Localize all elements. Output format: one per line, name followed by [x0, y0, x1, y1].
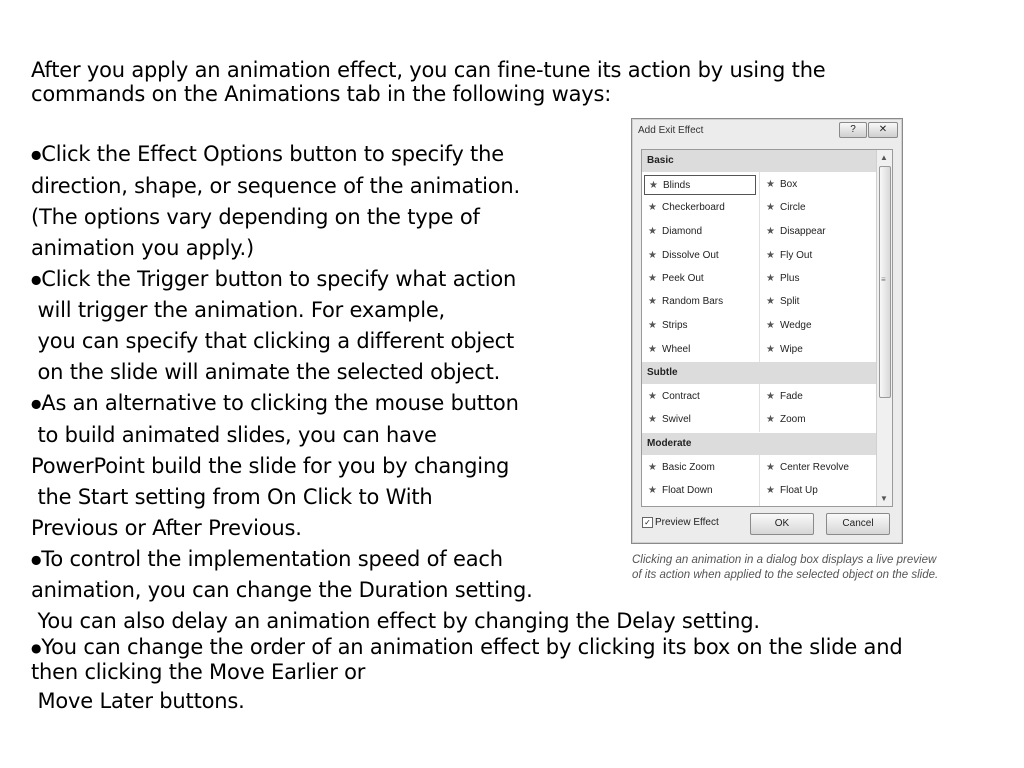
effect-checkerboard[interactable]: ★ Checkerboard	[644, 198, 756, 218]
effect-star-icon: ★	[766, 202, 775, 213]
column-divider	[759, 455, 760, 506]
effect-star-icon: ★	[766, 320, 775, 331]
close-button[interactable]: ✕	[868, 122, 898, 138]
effect-split[interactable]: ★ Split	[762, 292, 874, 312]
bullet-item-alternative: ●As an alternative to clicking the mouse button	[31, 391, 519, 415]
effect-peek-out[interactable]: ★ Peek Out	[644, 269, 756, 289]
cancel-button[interactable]: Cancel	[826, 513, 890, 535]
body-line: PowerPoint build the slide for you by changing	[31, 453, 510, 478]
body-line: animation, you can change the Duration setting.	[31, 578, 533, 602]
checkbox-icon[interactable]: ✓	[642, 517, 653, 528]
effect-star-icon: ★	[648, 462, 657, 473]
vertical-scrollbar[interactable]	[876, 150, 892, 506]
final-line: Move Later buttons.	[31, 689, 245, 713]
effect-star-icon: ★	[649, 180, 658, 191]
effect-star-icon: ★	[766, 485, 775, 496]
ok-button[interactable]: OK	[750, 513, 814, 535]
effect-random-bars[interactable]: ★ Random Bars	[644, 292, 756, 312]
column-divider	[759, 384, 760, 432]
body-line: will trigger the animation. For example,	[31, 298, 446, 322]
bullet-icon: ●	[31, 552, 42, 566]
preview-label: Preview Effect	[655, 517, 719, 529]
caption-line: of its action when applied to the selected object on the slide.	[632, 569, 939, 581]
effect-blinds[interactable]: ★ Blinds	[644, 175, 756, 195]
body-line: (The options vary depending on the type of	[31, 204, 480, 229]
body-line: the Start setting from On Click to With	[31, 484, 433, 509]
effect-star-icon: ★	[766, 344, 775, 355]
body-line: You can also delay an animation effect by changing the Delay setting.	[31, 609, 760, 633]
effect-wheel[interactable]: ★ Wheel	[644, 340, 756, 360]
effect-disappear[interactable]: ★ Disappear	[762, 222, 874, 242]
bullet-icon: ●	[31, 272, 42, 286]
effect-star-icon: ★	[766, 414, 775, 425]
effect-star-icon: ★	[766, 250, 775, 261]
bullet-icon: ●	[31, 641, 42, 655]
intro-line: commands on the Animations tab in the following ways:	[31, 82, 612, 106]
body-line: animation you apply.)	[31, 235, 254, 260]
scroll-down-icon[interactable]: ▼	[880, 494, 888, 503]
effect-star-icon: ★	[648, 226, 657, 237]
effect-float-up[interactable]: ★ Float Up	[762, 481, 874, 501]
bullet-icon: ●	[31, 147, 42, 162]
bullet-item-effect-options: ●Click the Effect Options button to specify the	[31, 142, 504, 166]
caption-line: Clicking an animation in a dialog box displays a live preview	[632, 554, 937, 566]
effect-star-icon: ★	[766, 462, 775, 473]
intro-paragraph	[31, 58, 826, 106]
effect-diamond[interactable]: ★ Diamond	[644, 222, 756, 242]
body-line: then clicking the Move Earlier or	[31, 660, 366, 684]
body-line: direction, shape, or sequence of the animation.	[31, 173, 521, 198]
effect-list[interactable]	[641, 149, 893, 507]
bullet-item-order: ●You can change the order of an animation effect by clicking its box on the slide and then clicking the Move Earlier or	[31, 635, 903, 684]
effect-swivel[interactable]: ★ Swivel	[644, 410, 756, 430]
intro-line: After you apply an animation effect, you can fine-tune its action by using the	[31, 58, 826, 82]
effect-circle[interactable]: ★ Circle	[762, 198, 874, 218]
effect-star-icon: ★	[648, 391, 657, 402]
effect-plus[interactable]: ★ Plus	[762, 269, 874, 289]
dialog-title: Add Exit Effect	[638, 125, 704, 136]
effect-star-icon: ★	[648, 320, 657, 331]
effect-contract[interactable]: ★ Contract	[644, 387, 756, 407]
grip-icon: ≡	[881, 275, 886, 284]
body-line: you can specify that clicking a different object	[31, 329, 515, 353]
effect-star-icon: ★	[766, 273, 775, 284]
effect-star-icon: ★	[648, 250, 657, 261]
effect-dissolve-out[interactable]: ★ Dissolve Out	[644, 246, 756, 266]
scroll-up-icon[interactable]: ▲	[880, 153, 888, 162]
effect-star-icon: ★	[766, 179, 775, 190]
effect-fade[interactable]: ★ Fade	[762, 387, 874, 407]
effect-star-icon: ★	[648, 344, 657, 355]
bullet-icon: ●	[31, 396, 42, 411]
column-divider	[759, 172, 760, 364]
help-button[interactable]: ?	[839, 122, 867, 138]
body-line: Previous or After Previous.	[31, 515, 302, 540]
figure-caption	[632, 553, 992, 583]
effect-star-icon: ★	[648, 485, 657, 496]
body-line: on the slide will animate the selected object.	[31, 360, 501, 384]
effect-star-icon: ★	[766, 391, 775, 402]
bullet-item-trigger: ●Click the Trigger button to specify what action	[31, 266, 517, 291]
bullet-item-speed: ●To control the implementation speed of each	[31, 546, 503, 571]
effect-star-icon: ★	[648, 414, 657, 425]
category-basic: Basic	[642, 150, 876, 172]
category-moderate: Moderate	[642, 433, 876, 455]
effect-star-icon: ★	[648, 202, 657, 213]
effect-fly-out[interactable]: ★ Fly Out	[762, 246, 874, 266]
scroll-thumb[interactable]	[879, 166, 891, 398]
effect-star-icon: ★	[766, 226, 775, 237]
preview-effect-checkbox[interactable]	[642, 517, 719, 528]
effect-zoom[interactable]: ★ Zoom	[762, 410, 874, 430]
effect-wedge[interactable]: ★ Wedge	[762, 316, 874, 336]
effect-float-down[interactable]: ★ Float Down	[644, 481, 756, 501]
add-exit-effect-dialog	[631, 118, 903, 544]
body-line: to build animated slides, you can have	[31, 422, 437, 447]
effect-box[interactable]: ★ Box	[762, 175, 874, 195]
category-subtle: Subtle	[642, 362, 876, 384]
effect-basic-zoom[interactable]: ★ Basic Zoom	[644, 458, 756, 478]
effect-star-icon: ★	[648, 273, 657, 284]
effect-strips[interactable]: ★ Strips	[644, 316, 756, 336]
effect-center-revolve[interactable]: ★ Center Revolve	[762, 458, 874, 478]
effect-star-icon: ★	[766, 296, 775, 307]
effect-star-icon: ★	[648, 296, 657, 307]
effect-wipe[interactable]: ★ Wipe	[762, 340, 874, 360]
